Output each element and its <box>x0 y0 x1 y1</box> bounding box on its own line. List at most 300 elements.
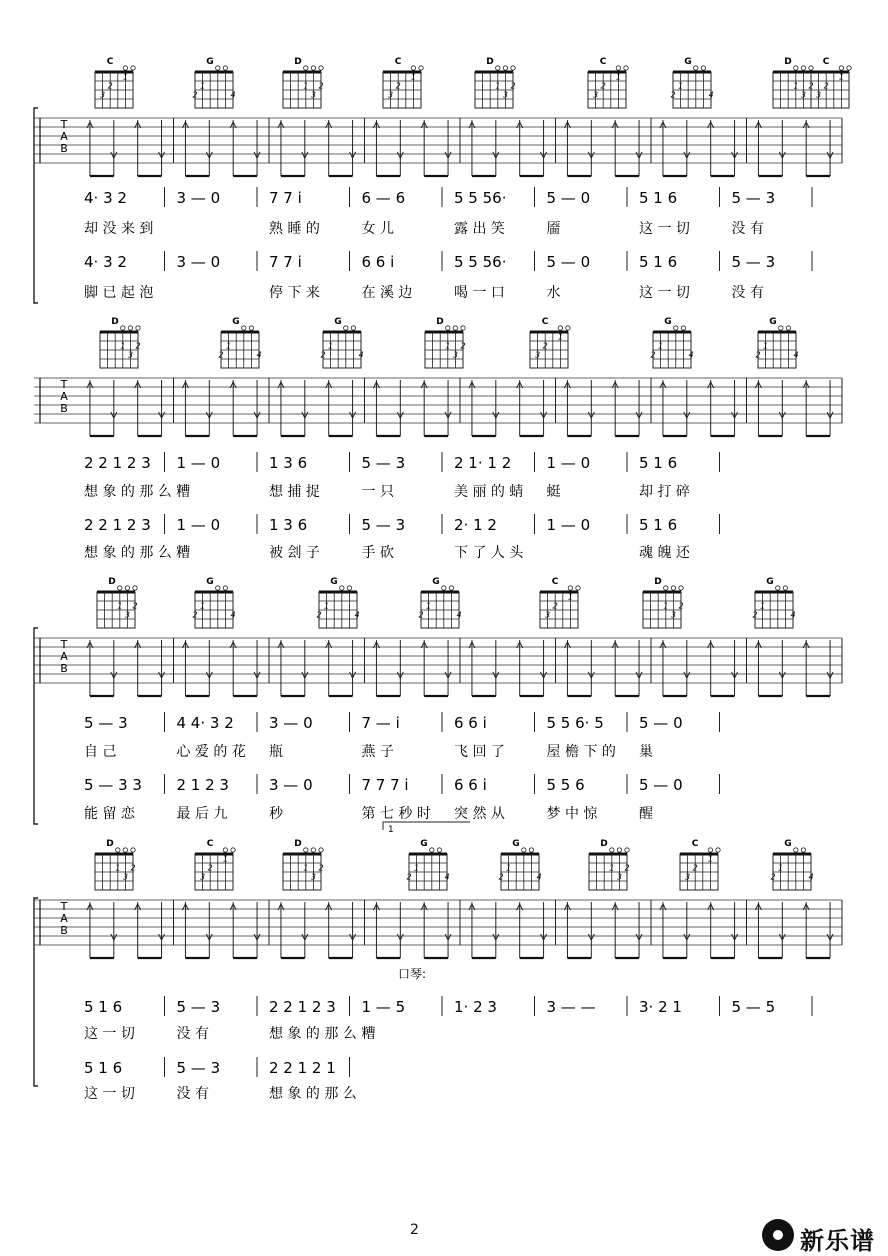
open-string-mark <box>625 848 629 852</box>
open-string-mark <box>610 848 614 852</box>
jianpu-measure: 3 — 0 <box>269 776 313 794</box>
open-string-mark <box>708 848 712 852</box>
finger-number: 2 <box>395 81 401 91</box>
finger-number: 2 <box>650 350 656 360</box>
finger-number: 3 <box>310 90 316 100</box>
chord-name: G <box>232 317 240 327</box>
open-string-mark <box>503 66 507 70</box>
finger-number: 2 <box>130 863 136 873</box>
brand-name: 新乐谱 <box>800 1227 875 1255</box>
finger-number: 1 <box>793 81 799 91</box>
lyric-phrase: 没 有 <box>731 285 764 301</box>
open-string-mark <box>419 66 423 70</box>
jianpu-measure: 6 6 i <box>454 776 487 794</box>
finger-number: 2 <box>823 81 829 91</box>
jianpu-measure: 5 — 3 <box>731 253 776 271</box>
open-string-mark <box>681 326 685 330</box>
open-string-mark <box>624 66 628 70</box>
open-string-mark <box>446 326 450 330</box>
jianpu-measure: 5 — 3 3 <box>84 776 142 794</box>
finger-number: 1 <box>414 863 420 873</box>
open-string-mark <box>449 586 453 590</box>
open-string-mark <box>133 586 137 590</box>
finger-number: 3 <box>200 872 206 882</box>
jianpu-measure: 1 — 5 <box>361 998 406 1016</box>
open-string-mark <box>694 66 698 70</box>
finger-number: 1 <box>328 341 334 351</box>
finger-number: 4 <box>688 350 694 360</box>
open-string-mark <box>347 586 351 590</box>
open-string-mark <box>311 848 315 852</box>
chord-name: G <box>512 839 520 849</box>
finger-number: 4 <box>536 872 542 882</box>
jianpu-measure: 6 6 i <box>361 253 395 271</box>
lyric-phrase: 想 象 的 那 么 <box>269 1026 357 1042</box>
finger-number: 2 <box>755 350 761 360</box>
lyric-phrase: 自 己 <box>84 744 117 760</box>
open-string-mark <box>679 586 683 590</box>
lyric-phrase: 没 有 <box>176 1026 209 1042</box>
jianpu-measure: 5 — 3 <box>731 189 776 207</box>
finger-number: 1 <box>445 341 451 351</box>
finger-number: 4 <box>256 350 262 360</box>
open-string-mark <box>794 66 798 70</box>
lyric-phrase: 喝 一 口 <box>454 285 505 301</box>
finger-number: 1 <box>707 854 713 864</box>
lyric-phrase: 熟 睡 的 <box>269 221 320 237</box>
open-string-mark <box>671 586 675 590</box>
lyric-phrase: 在 溪 边 <box>361 285 413 301</box>
finger-number: 1 <box>303 863 309 873</box>
open-string-mark <box>121 326 125 330</box>
chord-name: G <box>766 577 774 587</box>
jianpu-measure: 5 1 6 <box>84 1059 123 1077</box>
open-string-mark <box>576 586 580 590</box>
open-string-mark <box>223 586 227 590</box>
chord-name: G <box>432 577 440 587</box>
lyric-phrase: 最 后 九 <box>176 806 228 822</box>
chord-name: G <box>684 57 692 67</box>
open-string-mark <box>779 326 783 330</box>
chord-name: D <box>436 317 444 327</box>
lyric-phrase: 下 了 人 头 <box>454 545 524 561</box>
open-string-mark <box>716 848 720 852</box>
tab-clef-letter: B <box>60 142 68 155</box>
lyric-phrase: 被 刽 子 <box>269 545 320 561</box>
finger-number: 1 <box>658 341 664 351</box>
finger-number: 2 <box>207 863 213 873</box>
jianpu-measure: 7 — i <box>361 714 400 732</box>
jianpu-measure: 1 — 0 <box>546 516 591 534</box>
finger-number: 3 <box>502 90 508 100</box>
finger-number: 1 <box>226 341 232 351</box>
open-string-mark <box>529 848 533 852</box>
tab-clef-letter: A <box>60 130 68 143</box>
finger-number: 2 <box>460 341 466 351</box>
open-string-mark <box>809 66 813 70</box>
open-string-mark <box>847 66 851 70</box>
open-string-mark <box>453 326 457 330</box>
jianpu-measure: 2 1 2 3 <box>176 776 229 794</box>
open-string-mark <box>249 326 253 330</box>
open-string-mark <box>437 848 441 852</box>
jianpu-measure: 5 — 3 <box>176 1059 221 1077</box>
open-string-mark <box>801 848 805 852</box>
tab-clef-letter: A <box>60 650 68 663</box>
jianpu-measure: 2· 1 2 <box>454 516 497 534</box>
finger-number: 3 <box>535 350 541 360</box>
finger-number: 2 <box>692 863 698 873</box>
finger-number: 1 <box>506 863 512 873</box>
system-bracket <box>34 898 38 1086</box>
tab-clef-letter: T <box>60 378 68 391</box>
lyric-phrase: 露 出 笑 <box>454 221 505 237</box>
chord-name: G <box>330 577 338 587</box>
lyric-phrase: 没 有 <box>176 1086 209 1102</box>
open-string-mark <box>304 66 308 70</box>
finger-number: 1 <box>778 863 784 873</box>
jianpu-measure: 1 — 0 <box>176 454 221 472</box>
lyric-phrase: 这 一 切 <box>639 221 690 237</box>
jianpu-measure: 5 5 56· <box>454 189 507 207</box>
open-string-mark <box>216 66 220 70</box>
lyric-phrase: 想 象 的 那 么 糟 <box>84 484 191 500</box>
jianpu-measure: 5 — 3 <box>361 454 406 472</box>
lyric-phrase: 糟 <box>361 1026 376 1042</box>
finger-number: 2 <box>218 350 224 360</box>
finger-number: 2 <box>320 350 326 360</box>
jianpu-measure: 5 5 6· 5 <box>546 714 604 732</box>
jianpu-measure: 4 4· 3 2 <box>176 714 234 732</box>
open-string-mark <box>442 586 446 590</box>
finger-number: 4 <box>793 350 799 360</box>
chord-name: G <box>206 577 214 587</box>
finger-number: 1 <box>222 854 228 864</box>
finger-number: 1 <box>200 81 206 91</box>
jianpu-measure: 5 5 56· <box>454 253 507 271</box>
lyric-phrase: 却 没 来 到 <box>84 221 154 237</box>
open-string-mark <box>616 66 620 70</box>
chord-name: G <box>420 839 428 849</box>
open-string-mark <box>231 848 235 852</box>
finger-number: 1 <box>557 332 563 342</box>
finger-number: 3 <box>816 90 822 100</box>
lyric-phrase: 飞 回 了 <box>454 744 505 760</box>
jianpu-measure: 4· 3 2 <box>84 189 127 207</box>
jianpu-measure: 2 2 1 2 1 <box>269 1059 336 1077</box>
chord-name: D <box>486 57 494 67</box>
finger-number: 4 <box>230 90 236 100</box>
open-string-mark <box>116 848 120 852</box>
finger-number: 3 <box>388 90 394 100</box>
chord-name: G <box>784 839 792 849</box>
finger-number: 4 <box>354 610 360 620</box>
lyric-phrase: 梦 中 惊 <box>546 806 598 822</box>
open-string-mark <box>131 848 135 852</box>
open-string-mark <box>118 586 122 590</box>
finger-number: 1 <box>120 341 126 351</box>
jianpu-measure: 1 3 6 <box>269 454 308 472</box>
finger-number: 3 <box>545 610 551 620</box>
chord-name: C <box>599 57 607 67</box>
finger-number: 2 <box>600 81 606 91</box>
finger-number: 3 <box>124 610 130 620</box>
finger-number: 1 <box>760 601 766 611</box>
jianpu-measure: 7 7 7 i <box>361 776 409 794</box>
chord-name: C <box>394 57 402 67</box>
lyric-phrase: 醒 <box>639 806 653 822</box>
jianpu-measure: 2 1· 1 2 <box>454 454 512 472</box>
chord-name: D <box>108 577 116 587</box>
chord-name: C <box>541 317 549 327</box>
jianpu-measure: 5 1 6 <box>639 189 678 207</box>
chord-name: G <box>334 317 342 327</box>
open-string-mark <box>223 848 227 852</box>
lyric-phrase: 屋 檐 下 的 <box>546 744 616 760</box>
chord-name: D <box>600 839 608 849</box>
finger-number: 2 <box>542 341 548 351</box>
finger-number: 4 <box>808 872 814 882</box>
open-string-mark <box>411 66 415 70</box>
lyric-phrase: 巢 <box>639 744 653 760</box>
chord-name: G <box>664 317 672 327</box>
open-string-mark <box>511 66 515 70</box>
chord-name: C <box>551 577 559 587</box>
chord-name: C <box>206 839 214 849</box>
jianpu-measure: 7 7 i <box>269 189 302 207</box>
tab-clef-letter: B <box>60 402 68 415</box>
finger-number: 1 <box>567 592 573 602</box>
finger-number: 2 <box>318 863 324 873</box>
open-string-mark <box>216 586 220 590</box>
finger-number: 4 <box>230 610 236 620</box>
finger-number: 1 <box>115 863 121 873</box>
tab-clef-letter: B <box>60 924 68 937</box>
chord-name: D <box>784 57 792 67</box>
chord-name: D <box>654 577 662 587</box>
open-string-mark <box>839 66 843 70</box>
chord-name: C <box>106 57 114 67</box>
finger-number: 4 <box>790 610 796 620</box>
finger-number: 3 <box>127 350 133 360</box>
lyric-phrase: 一 只 <box>361 484 394 500</box>
open-string-mark <box>617 848 621 852</box>
finger-number: 4 <box>358 350 364 360</box>
tab-clef-letter: T <box>60 900 68 913</box>
finger-number: 3 <box>452 350 458 360</box>
lyric-phrase: 却 打 碎 <box>639 484 690 500</box>
finger-number: 3 <box>593 90 599 100</box>
finger-number: 3 <box>122 872 128 882</box>
finger-number: 2 <box>192 610 198 620</box>
open-string-mark <box>340 586 344 590</box>
open-string-mark <box>136 326 140 330</box>
jianpu-measure: 3 — 0 <box>176 253 221 271</box>
lyric-phrase: 想 象 的 那 么 <box>269 1086 357 1102</box>
open-string-mark <box>319 848 323 852</box>
volta-bracket <box>383 822 470 830</box>
open-string-mark <box>351 326 355 330</box>
finger-number: 2 <box>624 863 630 873</box>
jianpu-measure: 5 — 0 <box>546 189 591 207</box>
open-string-mark <box>566 326 570 330</box>
finger-number: 2 <box>770 872 776 882</box>
jianpu-measure: 6 — 6 <box>361 189 406 207</box>
finger-number: 2 <box>406 872 412 882</box>
lyric-phrase: 燕 子 <box>361 744 394 760</box>
finger-number: 1 <box>122 72 128 82</box>
jianpu-measure: 5 5 6 <box>546 776 585 794</box>
finger-number: 2 <box>678 601 684 611</box>
volta-label: 1 <box>388 825 394 835</box>
page-number: 2 <box>410 1222 419 1238</box>
jianpu-measure: 7 7 i <box>269 253 302 271</box>
lyric-phrase: 瓶 <box>269 744 283 760</box>
finger-number: 1 <box>663 601 669 611</box>
lyric-phrase: 心 爱 的 花 <box>176 744 246 760</box>
finger-number: 2 <box>498 872 504 882</box>
chord-name: G <box>769 317 777 327</box>
brand-logo[interactable] <box>762 1219 882 1253</box>
open-string-mark <box>123 848 127 852</box>
finger-number: 2 <box>552 601 558 611</box>
finger-number: 1 <box>117 601 123 611</box>
finger-number: 3 <box>616 872 622 882</box>
open-string-mark <box>311 66 315 70</box>
open-string-mark <box>496 66 500 70</box>
jianpu-measure: 1 — 0 <box>176 516 221 534</box>
finger-number: 1 <box>303 81 309 91</box>
lyric-phrase: 想 捕 捉 <box>269 484 320 500</box>
open-string-mark <box>344 326 348 330</box>
chord-name: D <box>294 57 302 67</box>
jianpu-measure: 5 — 5 <box>731 998 776 1016</box>
lyric-phrase: 没 有 <box>731 221 764 237</box>
jianpu-measure: 3 — 0 <box>269 714 313 732</box>
system-bracket <box>34 628 38 824</box>
finger-number: 2 <box>316 610 322 620</box>
finger-number: 1 <box>410 72 416 82</box>
chord-name: G <box>206 57 214 67</box>
jianpu-measure: 5 1 6 <box>639 454 678 472</box>
open-string-mark <box>558 326 562 330</box>
tab-clef-letter: T <box>60 118 68 131</box>
open-string-mark <box>125 586 129 590</box>
jianpu-measure: 5 — 0 <box>639 776 683 794</box>
jianpu-measure: 6 6 i <box>454 714 487 732</box>
finger-number: 3 <box>100 90 106 100</box>
finger-number: 3 <box>685 872 691 882</box>
finger-number: 3 <box>800 90 806 100</box>
open-string-mark <box>568 586 572 590</box>
tab-clef-letter: A <box>60 912 68 925</box>
lyric-phrase: 这 一 切 <box>639 285 690 301</box>
finger-number: 3 <box>310 872 316 882</box>
jianpu-measure: 5 — 0 <box>639 714 683 732</box>
jianpu-measure: 5 — 0 <box>546 253 591 271</box>
open-string-mark <box>664 586 668 590</box>
finger-number: 2 <box>418 610 424 620</box>
tab-clef-letter: A <box>60 390 68 403</box>
finger-number: 2 <box>107 81 113 91</box>
open-string-mark <box>776 586 780 590</box>
jianpu-measure: 5 1 6 <box>639 253 678 271</box>
jianpu-measure: 2 2 1 2 3 <box>269 998 336 1016</box>
jianpu-measure: 2 2 1 2 3 <box>84 516 151 534</box>
open-string-mark <box>783 586 787 590</box>
lyric-phrase: 魂 魄 还 <box>639 545 690 561</box>
lyric-phrase: 美 丽 的 蜻 <box>454 484 524 500</box>
finger-number: 1 <box>495 81 501 91</box>
jianpu-measure: 2 2 1 2 3 <box>84 454 151 472</box>
finger-number: 4 <box>708 90 714 100</box>
jianpu-measure: 1· 2 3 <box>454 998 497 1016</box>
open-string-mark <box>123 66 127 70</box>
chord-name: D <box>106 839 114 849</box>
finger-number: 1 <box>200 601 206 611</box>
jianpu-measure: 1 — 0 <box>546 454 591 472</box>
finger-number: 2 <box>132 601 138 611</box>
lyric-phrase: 突 然 从 <box>454 806 505 822</box>
finger-number: 2 <box>752 610 758 620</box>
chord-name: C <box>691 839 699 849</box>
jianpu-measure: 3 — — <box>546 998 596 1016</box>
chord-name: D <box>294 839 302 849</box>
open-string-mark <box>304 848 308 852</box>
lyric-phrase: 脚 已 起 泡 <box>84 285 154 301</box>
finger-number: 1 <box>678 81 684 91</box>
finger-number: 3 <box>670 610 676 620</box>
jianpu-measure: 5 — 3 <box>176 998 221 1016</box>
system-bracket <box>34 108 38 303</box>
tab-clef-letter: T <box>60 638 68 651</box>
jianpu-measure: 4· 3 2 <box>84 253 127 271</box>
finger-number: 4 <box>456 610 462 620</box>
open-string-mark <box>319 66 323 70</box>
chord-name: D <box>111 317 119 327</box>
chord-name: C <box>822 57 830 67</box>
finger-number: 2 <box>510 81 516 91</box>
finger-number: 2 <box>670 90 676 100</box>
open-string-mark <box>242 326 246 330</box>
open-string-mark <box>430 848 434 852</box>
lyric-phrase: 第 七 秒 时 <box>361 806 431 822</box>
lyric-phrase: 这 一 切 <box>84 1086 135 1102</box>
lyric-phrase: 停 下 来 <box>269 285 320 301</box>
jianpu-measure: 5 — 3 <box>361 516 406 534</box>
jianpu-measure: 3 — 0 <box>176 189 221 207</box>
lyric-phrase: 秒 <box>269 806 283 822</box>
lyric-phrase: 手 砍 <box>361 545 394 561</box>
tab-clef-letter: B <box>60 662 68 675</box>
lyric-phrase: 蜓 <box>546 484 561 500</box>
finger-number: 4 <box>444 872 450 882</box>
finger-number: 1 <box>324 601 330 611</box>
open-string-mark <box>701 66 705 70</box>
lyric-phrase: 这 一 切 <box>84 1026 135 1042</box>
jianpu-measure: 5 1 6 <box>639 516 678 534</box>
jianpu-measure: 5 — 3 <box>84 714 128 732</box>
jianpu-measure: 1 3 6 <box>269 516 308 534</box>
open-string-mark <box>522 848 526 852</box>
lyric-phrase: 水 <box>546 285 561 301</box>
jianpu-measure: 5 1 6 <box>84 998 123 1016</box>
open-string-mark <box>794 848 798 852</box>
finger-number: 1 <box>763 341 769 351</box>
finger-number: 1 <box>609 863 615 873</box>
finger-number: 1 <box>838 72 844 82</box>
open-string-mark <box>223 66 227 70</box>
